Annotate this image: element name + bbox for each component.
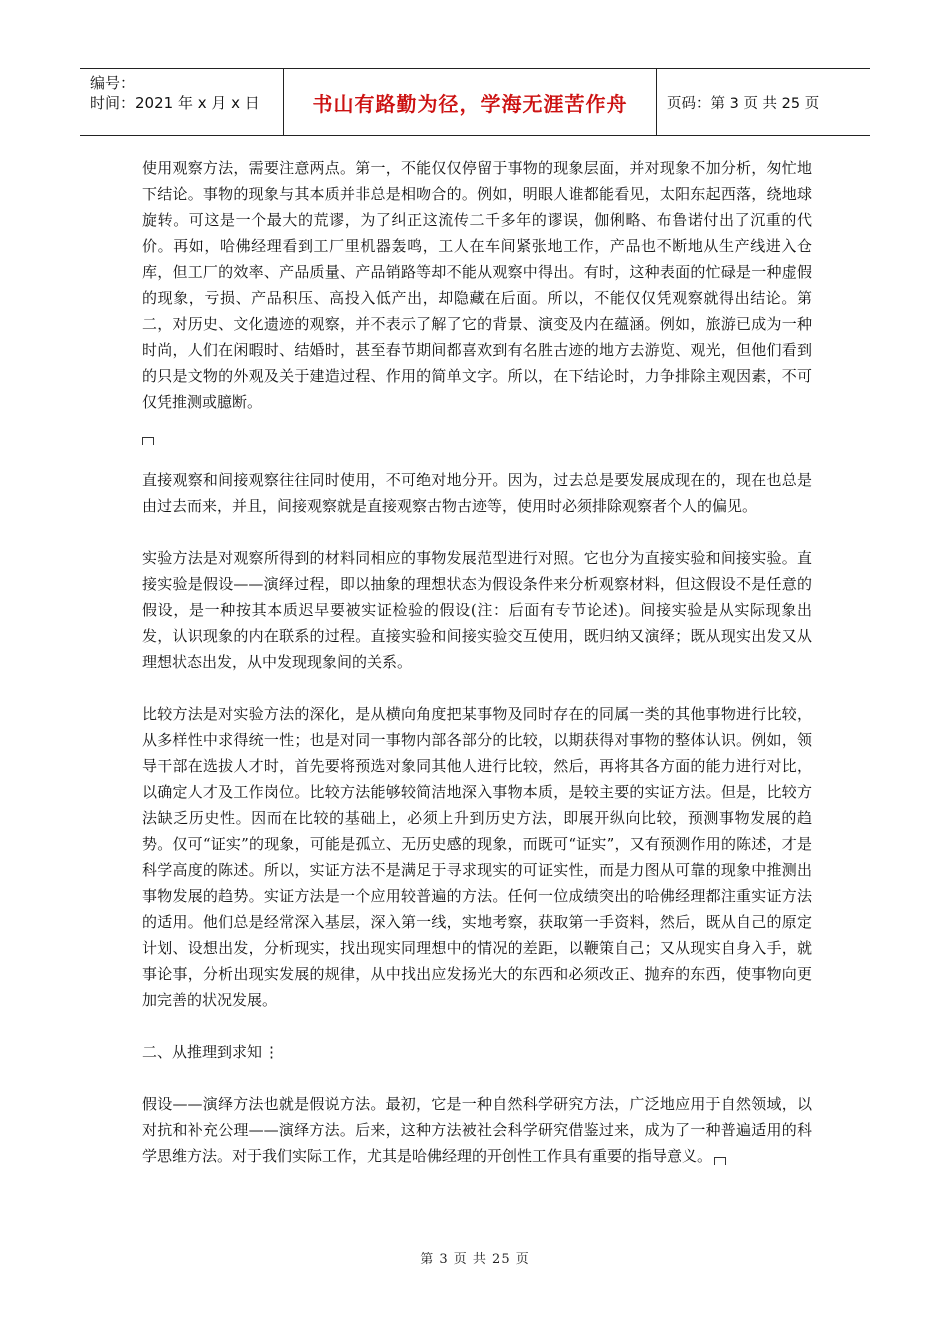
header-meta (80, 69, 283, 135)
paragraph-experiment-method: 实验方法是对观察所得到的材料同相应的事物发展范型进行对照。它也分为直接实验和间接实验。直接实验是假设——演绎过程，即以抽象的理想状态为假设条件来分析观察材料，但这假设不是任意的假设，是一种按其本质迟早要被实证检验的假设(注：后面有专节论述)。间接实验是从实际现象出发，认识现象的内在联系的过程。直接实验和间接实验交互使用，既归纳又演绎；既从现实出发又从理想状态出发，从中发现现象间的关系。 (142, 549, 812, 671)
header-motto: 书山有路勤为径，学海无涯苦作舟 (283, 69, 657, 135)
bracket-mark-icon (714, 1157, 726, 1165)
paragraph-end-mark (142, 415, 812, 441)
paragraph-hypothesis-deduction: 假设——演绎方法也就是假说方法。最初，它是一种自然科学研究方法，广泛地应用于自然领域，以对抗和补充公理——演绎方法。后来，这种方法被社会科学研究借鉴过来，成为了一种普遍适用的科学思维方法。对于我们实际工作，尤其是哈佛经理的开创性工作具有重要的指导意义。 (142, 1095, 812, 1165)
paragraph-comparison-method: 比较方法是对实验方法的深化，是从横向角度把某事物及同时存在的同属一类的其他事物进行比较，从多样性中求得统一性；也是对同一事物内部各部分的比较，以期获得对事物的整体认识。例如，领导干部在选拔人才时，首先要将预选对象同其他人进行比较，然后，再将其各方面的能力进行对比，以确定人才及工作岗位。比较方法能够较简洁地深入事物本质，是较主要的实证方法。但是，比较方法缺乏历史性。因而在比较的基础上，必须上升到历史方法，即展开纵向比较，预测事物发展的趋势。仅可“证实”的现象，可能是孤立、无历史感的现象，而既可“证实”，又有预测作用的陈述，才是科学高度的陈述。所以，实证方法不是满足于寻求现实的可证实性，而是力图从可靠的现象中推测出事物发展的趋势。实证方法是一个应用较普遍的方法。任何一位成绩突出的哈佛经理都注重实证方法的适用。他们总是经常深入基层，深入第一线，实地考察，获取第一手资料，然后，既从自己的原定计划、设想出发，分析现实，找出现实同理想中的情况的差距，以鞭策自己；又从现实自身入手，就事论事，分析出现实发展的规律，从中找出应发扬光大的东西和必须改正、抛弃的东西，使事物向更加完善的状况发展。 (142, 705, 812, 1009)
page-footer: 第 3 页 共 25 页 (420, 1252, 530, 1267)
section-heading: 二、从推理到求知 ⋮ (142, 1043, 280, 1061)
doc-code-label: 编号： (90, 74, 136, 92)
paragraph-observation-caveats: 使用观察方法，需要注意两点。第一，不能仅仅停留于事物的现象层面，并对现象不加分析，匆忙地下结论。事物的现象与其本质并非总是相吻合的。例如，明眼人谁都能看见，太阳东起西落，绕地球旋转。可这是一个最大的荒谬，为了纠正这流传二千多年的谬误，伽俐略、布鲁诺付出了沉重的代价。再如，哈佛经理看到工厂里机器轰鸣，工人在车间紧张地工作，产品也不断地从生产线进入仓库，但工厂的效率、产品质量、产品销路等却不能从观察中得出。有时，这种表面的忙碌是一种虚假的现象，亏损、产品积压、高投入低产出，却隐藏在后面。所以，不能仅仅凭观察就得出结论。第二，对历史、文化遗迹的观察，并不表示了解了它的背景、演变及内在蕴涵。例如，旅游已成为一种时尚，人们在闲暇时、结婚时，甚至春节期间都喜欢到有名胜古迹的地方去游览、观光，但他们看到的只是文物的外观及关于建造过程、作用的简单文字。所以，在下结论时，力争排除主观因素，不可仅凭推测或臆断。 (142, 159, 812, 411)
bracket-mark-icon (142, 437, 154, 445)
header-page-info: 页码：第 3 页 共 25 页 (667, 95, 820, 112)
document-body (142, 155, 812, 1169)
doc-date: 时间：2021 年 x 月 x 日 (90, 94, 260, 112)
paragraph-direct-indirect-observation: 直接观察和间接观察往往同时使用，不可绝对地分开。因为，过去总是要发展成现在的，现在也总是由过去而来，并且，间接观察就是直接观察古物古迹等，使用时必须排除观察者个人的偏见。 (142, 471, 812, 515)
vertical-dots-icon: ⋮ (264, 1043, 280, 1061)
page-header (80, 68, 870, 136)
